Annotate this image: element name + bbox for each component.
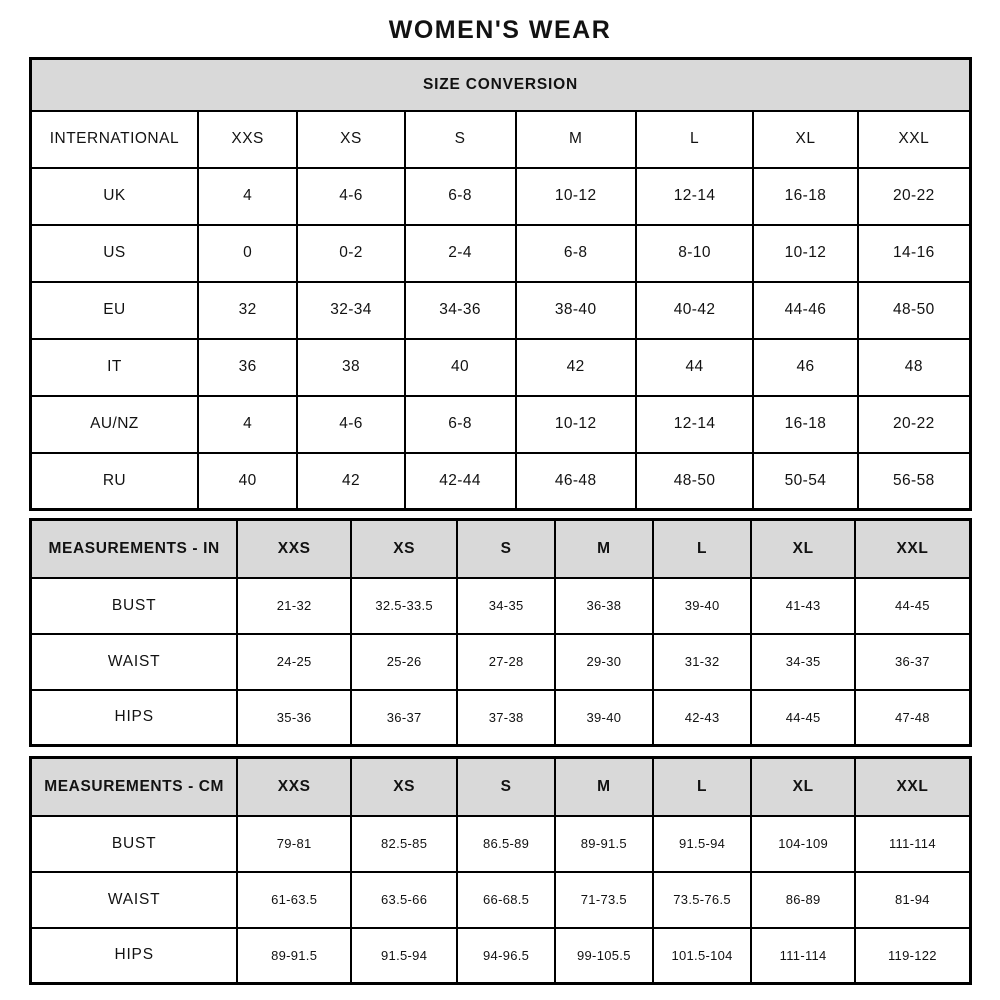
value-cell: 63.5-66 [351, 872, 457, 928]
size-header-cell: XXL [858, 111, 971, 168]
value-cell: 25-26 [351, 634, 457, 690]
value-cell: 12-14 [636, 396, 754, 453]
size-header-cell: XL [753, 111, 857, 168]
tables-container [29, 57, 972, 985]
value-cell: 16-18 [753, 168, 857, 225]
value-cell: 104-109 [751, 816, 854, 872]
value-cell: 86.5-89 [457, 816, 555, 872]
value-cell: 6-8 [516, 225, 636, 282]
row-label-cell: EU [31, 282, 198, 339]
header-label-cell: MEASUREMENTS - IN [31, 520, 238, 578]
value-cell: 10-12 [516, 396, 636, 453]
size-header-cell: XXS [237, 758, 351, 816]
row-label-cell: US [31, 225, 198, 282]
value-cell: 34-35 [457, 578, 555, 634]
value-cell: 36-38 [555, 578, 653, 634]
table-row [31, 225, 971, 282]
value-cell: 81-94 [855, 872, 971, 928]
header-label-cell: INTERNATIONAL [31, 111, 198, 168]
value-cell: 101.5-104 [653, 928, 752, 984]
size-header-cell: L [636, 111, 754, 168]
value-cell: 47-48 [855, 690, 971, 746]
value-cell: 10-12 [516, 168, 636, 225]
table-gap [29, 511, 972, 518]
value-cell: 0 [198, 225, 298, 282]
value-cell: 66-68.5 [457, 872, 555, 928]
value-cell: 37-38 [457, 690, 555, 746]
value-cell: 39-40 [555, 690, 653, 746]
table-row [31, 578, 971, 634]
size-header-cell: XL [751, 520, 854, 578]
size-conversion-table [29, 57, 972, 511]
value-cell: 2-4 [405, 225, 516, 282]
value-cell: 89-91.5 [555, 816, 653, 872]
value-cell: 8-10 [636, 225, 754, 282]
value-cell: 44-46 [753, 282, 857, 339]
value-cell: 119-122 [855, 928, 971, 984]
value-cell: 4 [198, 396, 298, 453]
table-gap [29, 747, 972, 756]
page-title: WOMEN'S WEAR [388, 16, 612, 44]
value-cell: 36-37 [855, 634, 971, 690]
value-cell: 34-36 [405, 282, 516, 339]
row-label-cell: WAIST [31, 634, 238, 690]
table-row [31, 690, 971, 746]
value-cell: 27-28 [457, 634, 555, 690]
value-cell: 46-48 [516, 453, 636, 510]
table-row [31, 816, 971, 872]
value-cell: 40-42 [636, 282, 754, 339]
value-cell: 56-58 [858, 453, 971, 510]
value-cell: 73.5-76.5 [653, 872, 752, 928]
row-label-cell: UK [31, 168, 198, 225]
value-cell: 50-54 [753, 453, 857, 510]
header-label-cell: MEASUREMENTS - CM [31, 758, 238, 816]
value-cell: 20-22 [858, 168, 971, 225]
value-cell: 71-73.5 [555, 872, 653, 928]
row-label-cell: BUST [31, 578, 238, 634]
size-header-cell: XXL [855, 520, 971, 578]
value-cell: 111-114 [751, 928, 854, 984]
value-cell: 14-16 [858, 225, 971, 282]
table-banner-row [31, 59, 971, 111]
value-cell: 16-18 [753, 396, 857, 453]
table-row [31, 168, 971, 225]
row-label-cell: WAIST [31, 872, 238, 928]
table-row [31, 282, 971, 339]
size-header-cell: L [653, 520, 752, 578]
value-cell: 32-34 [297, 282, 404, 339]
value-cell: 42-43 [653, 690, 752, 746]
value-cell: 20-22 [858, 396, 971, 453]
value-cell: 34-35 [751, 634, 854, 690]
value-cell: 79-81 [237, 816, 351, 872]
value-cell: 31-32 [653, 634, 752, 690]
table-row [31, 634, 971, 690]
table-row [31, 453, 971, 510]
value-cell: 10-12 [753, 225, 857, 282]
table-row [31, 928, 971, 984]
row-label-cell: IT [31, 339, 198, 396]
measurements-cm-table [29, 756, 972, 985]
value-cell: 86-89 [751, 872, 854, 928]
value-cell: 61-63.5 [237, 872, 351, 928]
value-cell: 44-45 [751, 690, 854, 746]
value-cell: 48-50 [858, 282, 971, 339]
value-cell: 29-30 [555, 634, 653, 690]
value-cell: 42-44 [405, 453, 516, 510]
size-header-cell: XXS [237, 520, 351, 578]
value-cell: 40 [198, 453, 298, 510]
value-cell: 42 [516, 339, 636, 396]
table-row [31, 872, 971, 928]
value-cell: 44 [636, 339, 754, 396]
column-header-row [31, 758, 971, 816]
value-cell: 24-25 [237, 634, 351, 690]
value-cell: 32 [198, 282, 298, 339]
size-header-cell: M [516, 111, 636, 168]
value-cell: 41-43 [751, 578, 854, 634]
value-cell: 12-14 [636, 168, 754, 225]
table-row [31, 339, 971, 396]
value-cell: 4-6 [297, 168, 404, 225]
value-cell: 32.5-33.5 [351, 578, 457, 634]
value-cell: 82.5-85 [351, 816, 457, 872]
size-header-cell: XL [751, 758, 854, 816]
size-header-cell: XXL [855, 758, 971, 816]
size-header-cell: S [457, 520, 555, 578]
value-cell: 91.5-94 [351, 928, 457, 984]
value-cell: 38-40 [516, 282, 636, 339]
size-header-cell: L [653, 758, 752, 816]
value-cell: 4-6 [297, 396, 404, 453]
table-row [31, 396, 971, 453]
measurements-in-table [29, 518, 972, 747]
value-cell: 35-36 [237, 690, 351, 746]
value-cell: 38 [297, 339, 404, 396]
value-cell: 42 [297, 453, 404, 510]
value-cell: 91.5-94 [653, 816, 752, 872]
size-header-cell: S [405, 111, 516, 168]
value-cell: 48 [858, 339, 971, 396]
value-cell: 40 [405, 339, 516, 396]
value-cell: 36-37 [351, 690, 457, 746]
size-header-cell: S [457, 758, 555, 816]
value-cell: 39-40 [653, 578, 752, 634]
row-label-cell: HIPS [31, 928, 238, 984]
value-cell: 89-91.5 [237, 928, 351, 984]
row-label-cell: BUST [31, 816, 238, 872]
size-header-cell: XS [297, 111, 404, 168]
value-cell: 6-8 [405, 168, 516, 225]
value-cell: 0-2 [297, 225, 404, 282]
value-cell: 48-50 [636, 453, 754, 510]
row-label-cell: AU/NZ [31, 396, 198, 453]
size-header-cell: XXS [198, 111, 298, 168]
value-cell: 44-45 [855, 578, 971, 634]
size-header-cell: XS [351, 520, 457, 578]
size-header-cell: M [555, 520, 653, 578]
column-header-row [31, 520, 971, 578]
column-header-row [31, 111, 971, 168]
value-cell: 21-32 [237, 578, 351, 634]
row-label-cell: HIPS [31, 690, 238, 746]
size-header-cell: M [555, 758, 653, 816]
row-label-cell: RU [31, 453, 198, 510]
value-cell: 94-96.5 [457, 928, 555, 984]
table-banner-cell: SIZE CONVERSION [31, 59, 971, 111]
value-cell: 99-105.5 [555, 928, 653, 984]
value-cell: 36 [198, 339, 298, 396]
size-header-cell: XS [351, 758, 457, 816]
value-cell: 111-114 [855, 816, 971, 872]
value-cell: 4 [198, 168, 298, 225]
value-cell: 6-8 [405, 396, 516, 453]
value-cell: 46 [753, 339, 857, 396]
